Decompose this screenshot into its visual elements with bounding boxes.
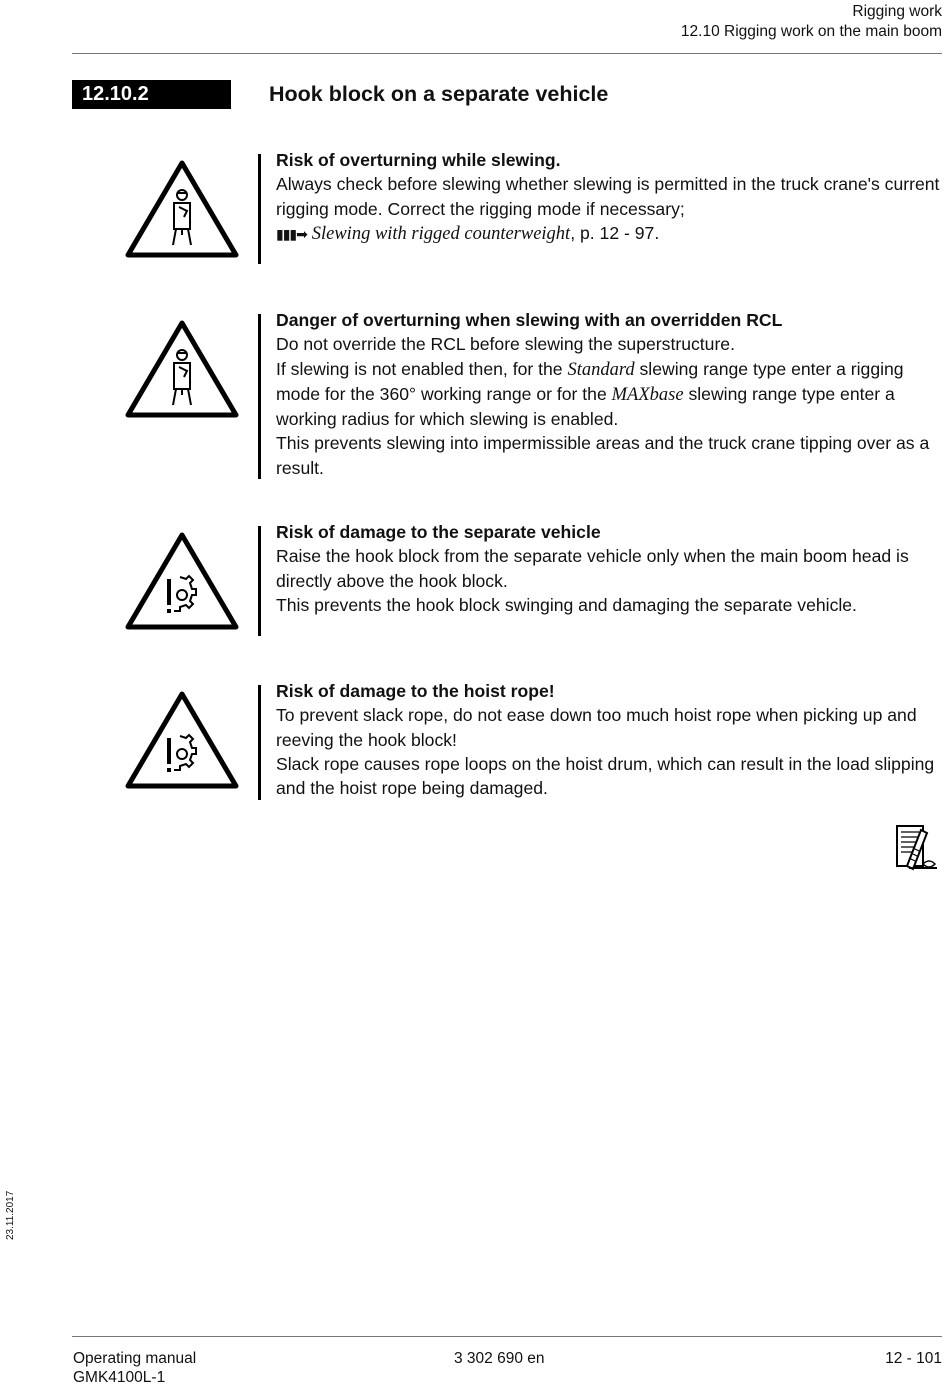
header-divider bbox=[72, 53, 942, 54]
warning-text bbox=[276, 308, 948, 480]
warning-title: Risk of damage to the hoist rope! bbox=[276, 681, 555, 701]
slewing-type-standard: Standard bbox=[567, 359, 635, 380]
warning-body: Raise the hook block from the separate vehicle only when the main boom head is directly above the hook block. bbox=[276, 546, 909, 591]
warning-body: To prevent slack rope, do not ease down too much hoist rope when picking up and reeving the hook block! bbox=[276, 705, 917, 750]
warning-bar bbox=[258, 314, 261, 479]
header-chapter: Rigging work bbox=[852, 3, 942, 20]
footer-model: GMK4100L-1 bbox=[73, 1369, 166, 1386]
warning-body: This prevents slewing into impermissible areas and the truck crane tipping over as a result. bbox=[276, 433, 930, 478]
reference-title[interactable]: Slewing with rigged counterweight bbox=[311, 223, 571, 244]
warning-body: If slewing is not enabled then, for the Standard slewing range type enter a rigging mode for the 360° working range or for the MAXbase slewing range type enter a working radius for which slewing is enabled. bbox=[276, 358, 904, 430]
section-number: 12.10.2 bbox=[72, 80, 231, 109]
warning-text bbox=[276, 520, 948, 617]
manual-note-icon bbox=[893, 822, 941, 872]
cross-reference[interactable] bbox=[276, 221, 948, 246]
header-section: 12.10 Rigging work on the main boom bbox=[680, 23, 942, 40]
footer-page-number: 12 - 101 bbox=[885, 1350, 942, 1367]
warning-title: Danger of overturning when slewing with an overridden RCL bbox=[276, 310, 783, 330]
warning-body: Do not override the RCL before slewing the superstructure. bbox=[276, 334, 735, 355]
warning-body: Always check before slewing whether slewing is permitted in the truck crane's current rigging mode. Correct the rigging mode if necessary; bbox=[276, 174, 940, 219]
warning-title: Risk of damage to the separate vehicle bbox=[276, 522, 601, 542]
person-hazard-triangle-icon bbox=[124, 317, 240, 419]
footer-doc-type: Operating manual bbox=[73, 1350, 197, 1367]
damage-hazard-triangle-icon bbox=[124, 529, 240, 631]
person-hazard-triangle-icon bbox=[124, 157, 240, 259]
warning-bar bbox=[258, 526, 261, 636]
warning-bar bbox=[258, 685, 261, 800]
slewing-type-maxbase: MAXbase bbox=[611, 384, 684, 405]
reference-arrow-icon: ▮▮▮➡ bbox=[276, 225, 307, 242]
reference-page: , p. 12 - 97. bbox=[570, 222, 660, 243]
warning-text bbox=[276, 679, 948, 800]
section-title: Hook block on a separate vehicle bbox=[269, 82, 609, 106]
footer-doc-number: 3 302 690 en bbox=[454, 1350, 545, 1367]
warning-body: Slack rope causes rope loops on the hoist drum, which can result in the load slipping and the hoist rope being damaged. bbox=[276, 753, 935, 799]
print-date: 23.11.2017 bbox=[5, 1190, 16, 1240]
warning-body: This prevents the hook block swinging and damaging the separate vehicle. bbox=[276, 594, 857, 615]
warning-title: Risk of overturning while slewing. bbox=[276, 150, 561, 170]
footer-divider bbox=[72, 1336, 942, 1337]
warning-bar bbox=[258, 154, 261, 264]
warning-text bbox=[276, 148, 948, 246]
damage-hazard-triangle-icon bbox=[124, 688, 240, 790]
